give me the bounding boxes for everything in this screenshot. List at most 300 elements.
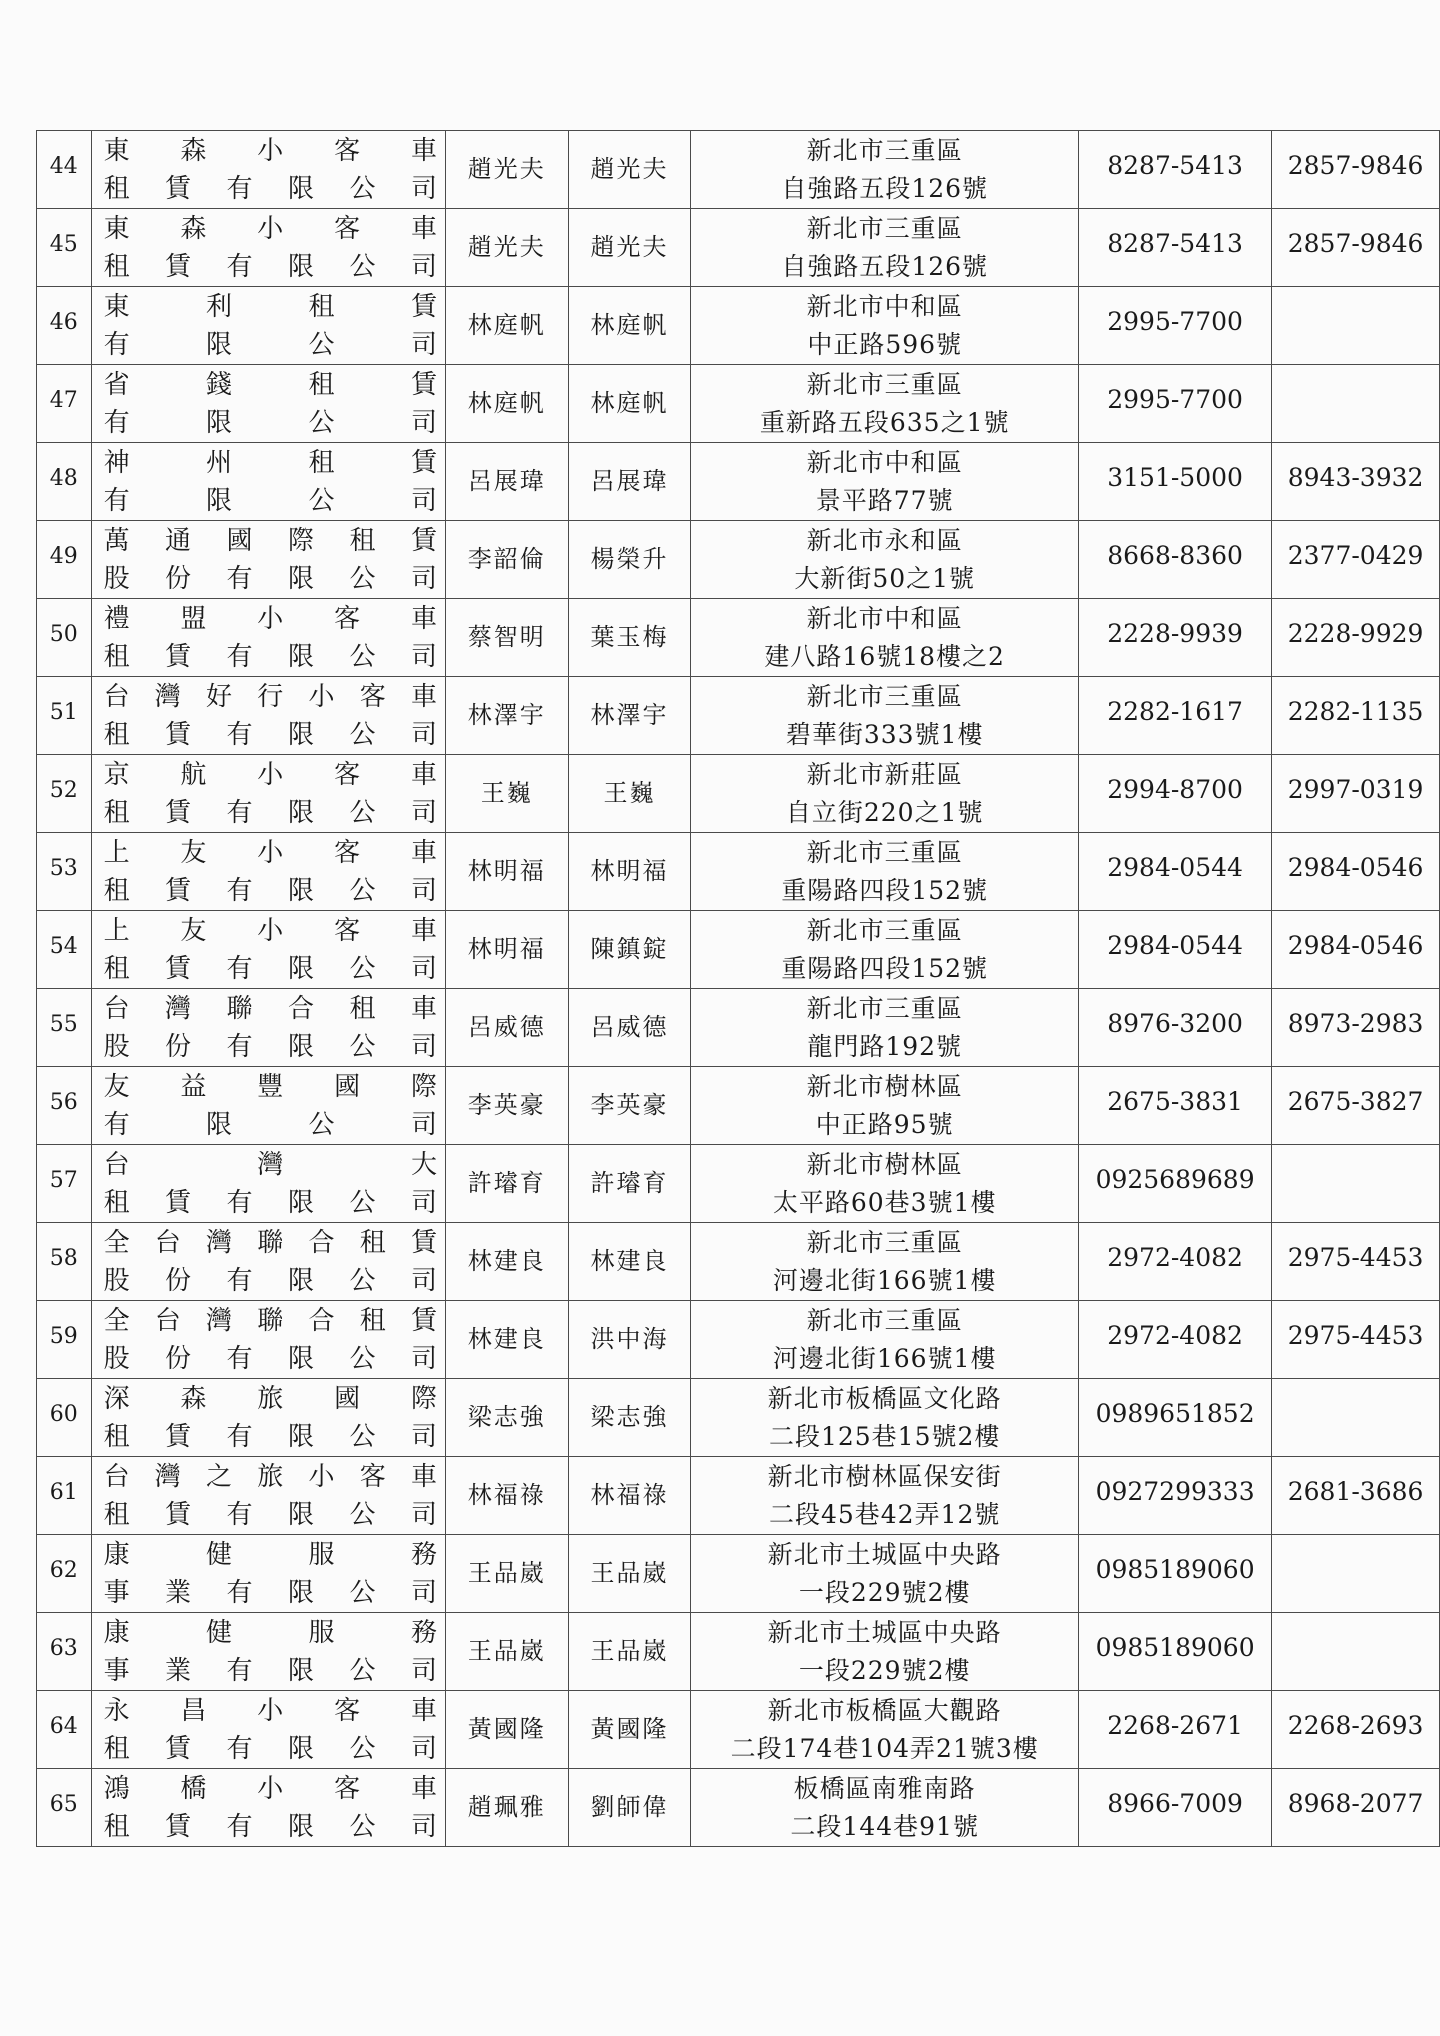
manager-cell	[568, 1067, 691, 1145]
fax-number: 2675-3827	[1287, 1087, 1424, 1116]
company-name-line-2: 有 限 公 司	[103, 407, 437, 438]
representative-name: 梁志強	[467, 1403, 546, 1431]
address-cell	[691, 131, 1079, 209]
manager-cell	[568, 209, 691, 287]
row-number: 50	[49, 622, 78, 647]
company-name-line-2: 租 賃 有 限 公 司	[103, 719, 437, 750]
row-number: 56	[49, 1090, 78, 1115]
manager-cell	[568, 911, 691, 989]
table-row	[37, 1769, 1440, 1847]
row-number: 61	[49, 1480, 78, 1505]
fax-cell	[1272, 1769, 1440, 1847]
fax-cell	[1272, 1535, 1440, 1613]
manager-cell	[568, 365, 691, 443]
phone-number: 2994-8700	[1107, 775, 1243, 804]
representative-cell	[445, 365, 568, 443]
company-name-line-2: 股 份 有 限 公 司	[103, 563, 437, 594]
manager-name: 王品崴	[590, 1637, 669, 1665]
company-name-cell	[91, 1613, 445, 1691]
company-name-line-1: 台 灣 之 旅 小 客 車	[103, 1461, 437, 1492]
manager-cell	[568, 131, 691, 209]
fax-cell	[1272, 599, 1440, 677]
company-name-cell	[91, 1067, 445, 1145]
row-number-cell	[37, 1223, 92, 1301]
phone-cell	[1079, 209, 1272, 287]
representative-name: 黃國隆	[467, 1715, 546, 1743]
row-number-cell	[37, 989, 92, 1067]
fax-cell	[1272, 911, 1440, 989]
address-line-2: 二段125巷15號2樓	[768, 1421, 1001, 1451]
phone-cell	[1079, 1613, 1272, 1691]
company-name-cell	[91, 1769, 445, 1847]
table-row	[37, 911, 1440, 989]
representative-cell	[445, 1691, 568, 1769]
manager-name: 劉師偉	[590, 1793, 669, 1821]
table-row	[37, 1535, 1440, 1613]
phone-number: 2972-4082	[1107, 1243, 1243, 1272]
fax-cell	[1272, 209, 1440, 287]
row-number: 65	[49, 1792, 78, 1817]
fax-number: 2984-0546	[1287, 853, 1424, 882]
address-line-2: 河邊北街166號1樓	[772, 1343, 997, 1373]
phone-cell	[1079, 365, 1272, 443]
address-line-1: 新北市土城區中央路	[767, 1617, 1002, 1647]
company-name-line-1: 神 州 租 賃	[103, 447, 437, 478]
row-number-cell	[37, 1613, 92, 1691]
phone-number: 8668-8360	[1107, 541, 1243, 570]
address-cell	[691, 1769, 1079, 1847]
representative-cell	[445, 677, 568, 755]
company-name-line-1: 全 台 灣 聯 合 租 賃	[103, 1305, 437, 1336]
company-name-cell	[91, 1145, 445, 1223]
company-name-line-1: 東 森 小 客 車	[103, 135, 437, 166]
company-name-cell	[91, 1535, 445, 1613]
phone-number: 8976-3200	[1107, 1009, 1243, 1038]
fax-cell	[1272, 1145, 1440, 1223]
representative-name: 呂展瑋	[467, 467, 546, 495]
rental-company-table	[36, 130, 1440, 1847]
fax-cell	[1272, 833, 1440, 911]
representative-cell	[445, 1223, 568, 1301]
representative-name: 林福祿	[467, 1481, 546, 1509]
address-line-1: 新北市板橋區文化路	[767, 1383, 1002, 1413]
row-number-cell	[37, 209, 92, 287]
fax-cell	[1272, 521, 1440, 599]
phone-cell	[1079, 131, 1272, 209]
fax-number: 2282-1135	[1287, 697, 1424, 726]
company-name-line-2: 租 賃 有 限 公 司	[103, 1187, 437, 1218]
address-line-2: 自強路五段126號	[781, 173, 989, 203]
fax-number	[1272, 322, 1439, 330]
representative-cell	[445, 1535, 568, 1613]
company-name-cell	[91, 1379, 445, 1457]
phone-number: 2675-3831	[1107, 1087, 1243, 1116]
fax-cell	[1272, 1067, 1440, 1145]
address-cell	[691, 599, 1079, 677]
manager-name: 李英豪	[590, 1091, 669, 1119]
company-name-line-2: 股 份 有 限 公 司	[103, 1031, 437, 1062]
fax-cell	[1272, 989, 1440, 1067]
manager-cell	[568, 599, 691, 677]
company-name-line-2: 租 賃 有 限 公 司	[103, 1733, 437, 1764]
address-line-2: 重陽路四段152號	[781, 875, 989, 905]
phone-cell	[1079, 1067, 1272, 1145]
phone-cell	[1079, 1223, 1272, 1301]
company-name-cell	[91, 833, 445, 911]
manager-name: 王品崴	[590, 1559, 669, 1587]
company-name-line-1: 京 航 小 客 車	[103, 759, 437, 790]
company-name-line-1: 東 利 租 賃	[103, 291, 437, 322]
representative-name: 趙珮雅	[467, 1793, 546, 1821]
manager-cell	[568, 989, 691, 1067]
representative-cell	[445, 521, 568, 599]
address-line-2: 中正路596號	[807, 329, 963, 359]
fax-number: 2268-2693	[1287, 1711, 1424, 1740]
manager-name: 王巍	[603, 779, 656, 807]
phone-cell	[1079, 1535, 1272, 1613]
company-name-line-1: 上 友 小 客 車	[103, 837, 437, 868]
manager-name: 許璿育	[590, 1169, 669, 1197]
address-line-1: 新北市三重區	[806, 135, 963, 165]
row-number: 64	[49, 1714, 78, 1739]
company-name-line-1: 永 昌 小 客 車	[103, 1695, 437, 1726]
company-name-line-2: 有 限 公 司	[103, 329, 437, 360]
company-name-line-2: 事 業 有 限 公 司	[103, 1655, 437, 1686]
company-name-cell	[91, 1301, 445, 1379]
address-line-1: 板橋區南雅南路	[793, 1773, 976, 1803]
phone-number: 2282-1617	[1107, 697, 1243, 726]
company-name-line-1: 深 森 旅 國 際	[103, 1383, 437, 1414]
company-name-line-1: 全 台 灣 聯 合 租 賃	[103, 1227, 437, 1258]
table-row	[37, 521, 1440, 599]
address-cell	[691, 911, 1079, 989]
representative-cell	[445, 209, 568, 287]
company-name-line-2: 租 賃 有 限 公 司	[103, 875, 437, 906]
company-name-cell	[91, 755, 445, 833]
phone-cell	[1079, 677, 1272, 755]
manager-name: 黃國隆	[590, 1715, 669, 1743]
phone-number: 3151-5000	[1107, 463, 1243, 492]
phone-cell	[1079, 521, 1272, 599]
phone-number: 2995-7700	[1107, 385, 1243, 414]
company-name-cell	[91, 521, 445, 599]
address-line-2: 太平路60巷3號1樓	[772, 1187, 997, 1217]
fax-cell	[1272, 1457, 1440, 1535]
table-body	[37, 131, 1440, 1847]
company-name-line-2: 租 賃 有 限 公 司	[103, 953, 437, 984]
fax-cell	[1272, 365, 1440, 443]
address-cell	[691, 521, 1079, 599]
row-number-cell	[37, 287, 92, 365]
address-cell	[691, 1691, 1079, 1769]
phone-number: 0925689689	[1095, 1165, 1255, 1194]
manager-cell	[568, 521, 691, 599]
representative-name: 林明福	[467, 857, 546, 885]
address-line-1: 新北市土城區中央路	[767, 1539, 1002, 1569]
table-row	[37, 209, 1440, 287]
phone-cell	[1079, 833, 1272, 911]
company-name-cell	[91, 911, 445, 989]
representative-cell	[445, 131, 568, 209]
row-number: 59	[49, 1324, 78, 1349]
fax-cell	[1272, 1301, 1440, 1379]
company-name-line-1: 康 健 服 務	[103, 1539, 437, 1570]
representative-cell	[445, 599, 568, 677]
row-number-cell	[37, 1457, 92, 1535]
fax-number: 2681-3686	[1287, 1477, 1424, 1506]
representative-name: 許璿育	[467, 1169, 546, 1197]
company-name-line-1: 萬 通 國 際 租 賃	[103, 525, 437, 556]
manager-name: 楊榮升	[590, 545, 669, 573]
table-row	[37, 1457, 1440, 1535]
representative-name: 林澤宇	[467, 701, 546, 729]
manager-cell	[568, 1769, 691, 1847]
fax-number: 8973-2983	[1287, 1009, 1424, 1038]
representative-name: 林明福	[467, 935, 546, 963]
company-name-cell	[91, 443, 445, 521]
representative-cell	[445, 755, 568, 833]
manager-cell	[568, 1145, 691, 1223]
representative-cell	[445, 1613, 568, 1691]
manager-cell	[568, 1301, 691, 1379]
row-number-cell	[37, 131, 92, 209]
fax-number: 2857-9846	[1287, 151, 1424, 180]
row-number-cell	[37, 833, 92, 911]
address-line-2: 自強路五段126號	[781, 251, 989, 281]
row-number-cell	[37, 443, 92, 521]
row-number-cell	[37, 1301, 92, 1379]
address-line-2: 景平路77號	[815, 485, 954, 515]
address-line-1: 新北市樹林區保安街	[767, 1461, 1002, 1491]
address-line-1: 新北市三重區	[806, 213, 963, 243]
fax-number: 2228-9929	[1287, 619, 1424, 648]
table-row	[37, 833, 1440, 911]
fax-number	[1272, 1414, 1439, 1422]
manager-cell	[568, 677, 691, 755]
address-cell	[691, 287, 1079, 365]
address-cell	[691, 209, 1079, 287]
company-name-line-1: 東 森 小 客 車	[103, 213, 437, 244]
phone-number: 0985189060	[1095, 1633, 1255, 1662]
manager-cell	[568, 755, 691, 833]
address-cell	[691, 1067, 1079, 1145]
row-number-cell	[37, 1769, 92, 1847]
phone-cell	[1079, 989, 1272, 1067]
phone-number: 0927299333	[1095, 1477, 1255, 1506]
representative-name: 呂威德	[467, 1013, 546, 1041]
phone-number: 2268-2671	[1107, 1711, 1243, 1740]
address-cell	[691, 1145, 1079, 1223]
fax-number: 2975-4453	[1287, 1321, 1424, 1350]
company-name-cell	[91, 599, 445, 677]
company-name-line-1: 省 錢 租 賃	[103, 369, 437, 400]
row-number: 62	[49, 1558, 78, 1583]
row-number: 51	[49, 700, 78, 725]
company-name-cell	[91, 1223, 445, 1301]
row-number-cell	[37, 1067, 92, 1145]
address-line-2: 龍門路192號	[807, 1031, 963, 1061]
fax-number: 2984-0546	[1287, 931, 1424, 960]
representative-name: 蔡智明	[467, 623, 546, 651]
fax-number: 8968-2077	[1287, 1789, 1424, 1818]
company-name-line-2: 股 份 有 限 公 司	[103, 1343, 437, 1374]
table-row	[37, 989, 1440, 1067]
address-line-2: 自立街220之1號	[785, 797, 984, 827]
phone-number: 0985189060	[1095, 1555, 1255, 1584]
address-line-1: 新北市中和區	[806, 447, 963, 477]
table-row	[37, 1301, 1440, 1379]
company-name-line-2: 租 賃 有 限 公 司	[103, 251, 437, 282]
representative-name: 王品崴	[467, 1559, 546, 1587]
fax-number	[1272, 1648, 1439, 1656]
representative-name: 李韶倫	[467, 545, 546, 573]
phone-cell	[1079, 911, 1272, 989]
row-number: 44	[49, 154, 78, 179]
row-number: 54	[49, 934, 78, 959]
company-name-cell	[91, 131, 445, 209]
company-name-line-1: 上 友 小 客 車	[103, 915, 437, 946]
phone-cell	[1079, 755, 1272, 833]
company-name-line-1: 台 灣 好 行 小 客 車	[103, 681, 437, 712]
manager-cell	[568, 833, 691, 911]
address-line-1: 新北市樹林區	[806, 1071, 963, 1101]
representative-cell	[445, 1301, 568, 1379]
company-name-cell	[91, 365, 445, 443]
phone-cell	[1079, 1145, 1272, 1223]
representative-name: 趙光夫	[467, 155, 546, 183]
manager-cell	[568, 1613, 691, 1691]
address-cell	[691, 833, 1079, 911]
table-row	[37, 131, 1440, 209]
phone-number: 8966-7009	[1107, 1789, 1243, 1818]
fax-cell	[1272, 443, 1440, 521]
fax-number	[1272, 1570, 1439, 1578]
address-line-1: 新北市中和區	[806, 603, 963, 633]
manager-name: 呂威德	[590, 1013, 669, 1041]
address-cell	[691, 1613, 1079, 1691]
representative-cell	[445, 1769, 568, 1847]
company-name-line-1: 友 益 豐 國 際	[103, 1071, 437, 1102]
table-row	[37, 1691, 1440, 1769]
company-name-line-2: 租 賃 有 限 公 司	[103, 1499, 437, 1530]
manager-name: 梁志強	[590, 1403, 669, 1431]
company-name-line-2: 租 賃 有 限 公 司	[103, 1811, 437, 1842]
manager-cell	[568, 1379, 691, 1457]
phone-cell	[1079, 599, 1272, 677]
company-name-line-2: 股 份 有 限 公 司	[103, 1265, 437, 1296]
manager-name: 趙光夫	[590, 233, 669, 261]
row-number: 46	[49, 310, 78, 335]
row-number-cell	[37, 1145, 92, 1223]
address-line-2: 二段144巷91號	[790, 1811, 979, 1841]
row-number-cell	[37, 755, 92, 833]
representative-name: 林建良	[467, 1247, 546, 1275]
row-number-cell	[37, 1535, 92, 1613]
representative-cell	[445, 833, 568, 911]
company-name-line-1: 台 灣 大	[103, 1149, 437, 1180]
address-cell	[691, 1379, 1079, 1457]
row-number: 52	[49, 778, 78, 803]
manager-name: 林建良	[590, 1247, 669, 1275]
address-cell	[691, 677, 1079, 755]
fax-cell	[1272, 287, 1440, 365]
table-row	[37, 599, 1440, 677]
address-cell	[691, 443, 1079, 521]
row-number: 49	[49, 544, 78, 569]
representative-name: 趙光夫	[467, 233, 546, 261]
manager-cell	[568, 1223, 691, 1301]
address-line-2: 二段174巷104弄21號3樓	[730, 1733, 1039, 1763]
manager-cell	[568, 443, 691, 521]
representative-name: 王品崴	[467, 1637, 546, 1665]
phone-number: 8287-5413	[1107, 229, 1243, 258]
row-number: 47	[49, 388, 78, 413]
phone-number: 2228-9939	[1107, 619, 1243, 648]
address-line-2: 一段229號2樓	[798, 1655, 971, 1685]
address-line-1: 新北市三重區	[806, 369, 963, 399]
address-line-1: 新北市樹林區	[806, 1149, 963, 1179]
address-line-1: 新北市永和區	[806, 525, 963, 555]
address-line-1: 新北市板橋區大觀路	[767, 1695, 1002, 1725]
fax-cell	[1272, 677, 1440, 755]
address-cell	[691, 989, 1079, 1067]
address-line-2: 建八路16號18樓之2	[764, 641, 1005, 671]
fax-cell	[1272, 1379, 1440, 1457]
phone-cell	[1079, 1769, 1272, 1847]
representative-cell	[445, 443, 568, 521]
representative-name: 王巍	[480, 779, 533, 807]
representative-name: 李英豪	[467, 1091, 546, 1119]
phone-number: 2984-0544	[1107, 853, 1243, 882]
company-name-line-2: 事 業 有 限 公 司	[103, 1577, 437, 1608]
fax-number	[1272, 400, 1439, 408]
address-line-2: 一段229號2樓	[798, 1577, 971, 1607]
row-number: 53	[49, 856, 78, 881]
manager-cell	[568, 287, 691, 365]
fax-number: 2377-0429	[1287, 541, 1424, 570]
fax-cell	[1272, 1613, 1440, 1691]
company-name-cell	[91, 1457, 445, 1535]
row-number-cell	[37, 677, 92, 755]
phone-number: 2995-7700	[1107, 307, 1243, 336]
address-line-1: 新北市三重區	[806, 681, 963, 711]
table-row	[37, 1145, 1440, 1223]
row-number-cell	[37, 911, 92, 989]
phone-number: 8287-5413	[1107, 151, 1243, 180]
address-line-1: 新北市三重區	[806, 915, 963, 945]
fax-cell	[1272, 1223, 1440, 1301]
row-number: 55	[49, 1012, 78, 1037]
company-name-cell	[91, 209, 445, 287]
phone-number: 2984-0544	[1107, 931, 1243, 960]
phone-cell	[1079, 1379, 1272, 1457]
address-line-2: 碧華街333號1樓	[785, 719, 984, 749]
representative-cell	[445, 1457, 568, 1535]
representative-cell	[445, 989, 568, 1067]
address-line-1: 新北市三重區	[806, 1305, 963, 1335]
row-number: 45	[49, 232, 78, 257]
fax-number	[1272, 1180, 1439, 1188]
address-line-1: 新北市三重區	[806, 1227, 963, 1257]
address-cell	[691, 755, 1079, 833]
table-row	[37, 287, 1440, 365]
representative-cell	[445, 1379, 568, 1457]
phone-number: 2972-4082	[1107, 1321, 1243, 1350]
table-row	[37, 677, 1440, 755]
company-name-line-1: 鴻 橋 小 客 車	[103, 1773, 437, 1804]
fax-number: 8943-3932	[1287, 463, 1424, 492]
company-name-line-2: 租 賃 有 限 公 司	[103, 1421, 437, 1452]
